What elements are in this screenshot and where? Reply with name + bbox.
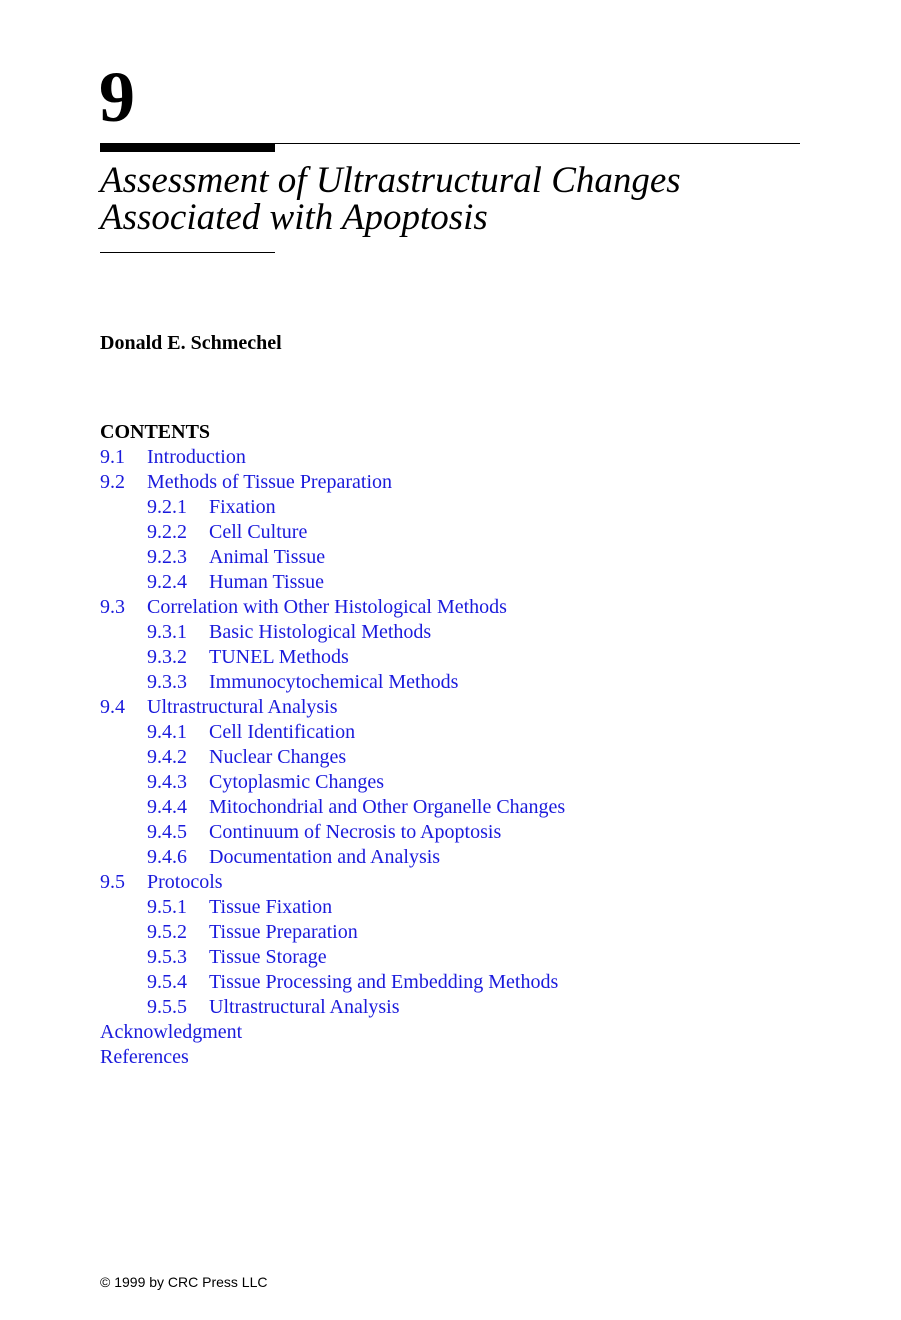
toc-link[interactable] bbox=[100, 970, 860, 995]
toc-section-title: Cytoplasmic Changes bbox=[209, 771, 384, 793]
toc-link[interactable] bbox=[100, 495, 860, 520]
toc-section-number: 9.1 bbox=[100, 446, 125, 468]
toc-link[interactable] bbox=[100, 520, 860, 545]
toc-link[interactable] bbox=[100, 720, 860, 745]
toc-section-number: 9.5 bbox=[100, 871, 125, 893]
toc-section-number: 9.3.3 bbox=[147, 671, 187, 693]
toc-link[interactable] bbox=[100, 1045, 860, 1070]
copyright-footer: © 1999 by CRC Press LLC bbox=[100, 1274, 268, 1290]
toc-section-number: 9.4.5 bbox=[147, 821, 187, 843]
toc-link[interactable] bbox=[100, 995, 860, 1020]
toc-section-title: Nuclear Changes bbox=[209, 746, 347, 768]
toc-section-title: Tissue Storage bbox=[209, 946, 327, 968]
toc-section-title: Fixation bbox=[209, 496, 276, 518]
toc-section-title: Animal Tissue bbox=[209, 546, 326, 568]
toc-section-number: 9.4 bbox=[100, 696, 125, 718]
toc-section-title: Immunocytochemical Methods bbox=[209, 671, 459, 693]
toc-section-title: Tissue Fixation bbox=[209, 896, 333, 918]
toc-section-title: Acknowledgment bbox=[100, 1021, 243, 1043]
toc-section-number: 9.5.1 bbox=[147, 896, 187, 918]
toc-section-title: Correlation with Other Histological Methods bbox=[147, 596, 507, 618]
toc-section-number: 9.4.2 bbox=[147, 746, 187, 768]
toc-link[interactable] bbox=[100, 695, 860, 720]
toc-link[interactable] bbox=[100, 1020, 860, 1045]
toc-section-title: Cell Culture bbox=[209, 521, 308, 543]
toc-link[interactable] bbox=[100, 670, 860, 695]
toc-section-number: 9.4.6 bbox=[147, 846, 187, 868]
toc-link[interactable] bbox=[100, 945, 860, 970]
toc-section-number: 9.5.5 bbox=[147, 996, 187, 1018]
toc-section-number: 9.2 bbox=[100, 471, 125, 493]
toc-link[interactable] bbox=[100, 570, 860, 595]
author-name: Donald E. Schmechel bbox=[100, 332, 282, 354]
toc-section-number: 9.2.4 bbox=[147, 571, 187, 593]
chapter-title-line-2: Associated with Apoptosis bbox=[100, 197, 488, 238]
toc-section-number: 9.2.3 bbox=[147, 546, 187, 568]
chapter-number: 9 bbox=[99, 57, 135, 137]
toc-section-title: Cell Identification bbox=[209, 721, 356, 743]
toc-link[interactable] bbox=[100, 445, 860, 470]
toc-section-title: Continuum of Necrosis to Apoptosis bbox=[209, 821, 502, 843]
toc-section-number: 9.5.3 bbox=[147, 946, 187, 968]
toc-section-number: 9.3.1 bbox=[147, 621, 187, 643]
toc-link[interactable] bbox=[100, 470, 860, 495]
toc-link[interactable] bbox=[100, 745, 860, 770]
toc-link[interactable] bbox=[100, 620, 860, 645]
toc-section-title: Tissue Processing and Embedding Methods bbox=[209, 971, 559, 993]
toc-section-title: Ultrastructural Analysis bbox=[147, 696, 338, 718]
toc-section-title: References bbox=[100, 1046, 189, 1068]
toc-section-number: 9.3.2 bbox=[147, 646, 187, 668]
title-underline-rule bbox=[100, 252, 275, 253]
toc-link[interactable] bbox=[100, 645, 860, 670]
toc-section-number: 9.3 bbox=[100, 596, 125, 618]
toc-link[interactable] bbox=[100, 920, 860, 945]
contents-heading: CONTENTS bbox=[100, 421, 211, 443]
toc-section-number: 9.5.4 bbox=[147, 971, 187, 993]
toc-section-number: 9.4.4 bbox=[147, 796, 187, 818]
toc-section-title: Basic Histological Methods bbox=[209, 621, 432, 643]
toc-section-number: 9.5.2 bbox=[147, 921, 187, 943]
header-rule-thick bbox=[100, 144, 275, 152]
toc-section-number: 9.4.3 bbox=[147, 771, 187, 793]
toc-link[interactable] bbox=[100, 895, 860, 920]
toc-link[interactable] bbox=[100, 845, 860, 870]
toc-section-title: Methods of Tissue Preparation bbox=[147, 471, 392, 493]
toc-list bbox=[100, 445, 860, 1070]
toc-section-number: 9.2.1 bbox=[147, 496, 187, 518]
toc-section-title: Protocols bbox=[147, 871, 223, 893]
toc-link[interactable] bbox=[100, 795, 860, 820]
toc-section-number: 9.2.2 bbox=[147, 521, 187, 543]
toc-link[interactable] bbox=[100, 595, 860, 620]
chapter-title bbox=[100, 162, 800, 236]
toc-link[interactable] bbox=[100, 870, 860, 895]
toc-section-title: Human Tissue bbox=[209, 571, 325, 593]
toc-link[interactable] bbox=[100, 545, 860, 570]
toc-section-title: Ultrastructural Analysis bbox=[209, 996, 400, 1018]
toc-section-number: 9.4.1 bbox=[147, 721, 187, 743]
toc-section-title: Mitochondrial and Other Organelle Changes bbox=[209, 796, 566, 818]
toc-link[interactable] bbox=[100, 770, 860, 795]
toc-link[interactable] bbox=[100, 820, 860, 845]
toc-section-title: Introduction bbox=[147, 446, 246, 468]
toc-section-title: TUNEL Methods bbox=[209, 646, 349, 668]
toc-section-title: Tissue Preparation bbox=[209, 921, 358, 943]
table-of-contents bbox=[100, 420, 860, 1070]
toc-section-title: Documentation and Analysis bbox=[209, 846, 441, 868]
chapter-title-line-1: Assessment of Ultrastructural Changes bbox=[100, 160, 681, 201]
